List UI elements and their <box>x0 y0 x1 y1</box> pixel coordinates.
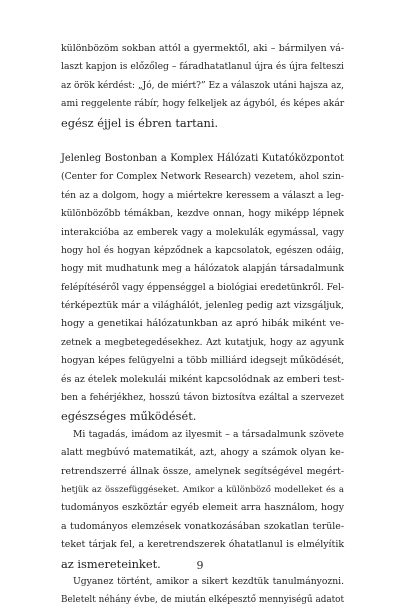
text-line: a tudományos elemzések vonatkozásában szokatlan terüle- <box>61 520 344 532</box>
text-line: interakcióba az emberek vagy a molekulák egymással, vagy <box>61 226 344 238</box>
text-line: tén az a dolgom, hogy a miértekre keressem a választ a leg- <box>61 189 344 201</box>
text-line: zetnek a megbetegedésekhez. Azt kutatjuk, hogy az agyunk <box>61 336 344 348</box>
text-line: térképeztük már a világhálót, jelenleg pedig azt vizsgáljuk, <box>61 300 344 312</box>
paragraph-spacer <box>61 132 344 150</box>
text-line: (Center for Complex Network Research) vezetem, ahol szin- <box>61 171 344 183</box>
text-line: felépítéséről vagy éppenséggel a biológiai eredetünkről. Fel- <box>61 281 344 293</box>
page-number: 9 <box>196 559 204 572</box>
text-line: egész éjjel is ébren tartani. <box>61 115 219 130</box>
paragraph-4 <box>61 573 344 610</box>
page-body <box>61 40 344 610</box>
text-line: laszt kapjon is előzőleg – fáradhatatlanul újra és újra felteszi <box>61 61 344 73</box>
text-line: alatt megbúvó matematikát, azt, ahogy a számok olyan ke- <box>61 447 344 459</box>
text-line: tudományos eszköztár egyéb elemeit arra használom, hogy <box>61 502 344 514</box>
text-line: hetjük az összefüggéseket. Amikor a különböző modelleket és a <box>61 484 344 495</box>
text-line: Beletelt néhány évbe, de miután elképesztő mennyiségű adatot <box>61 595 344 606</box>
text-line: hogy mit mudhatunk meg a hálózatok alapján társadalmunk <box>61 263 344 275</box>
text-line: az ismereteinket. <box>61 556 161 571</box>
paragraph-2 <box>61 150 344 426</box>
text-line: az örök kérdést: „Jó, de miért?” Ez a válaszok utáni hajsza az, <box>61 80 344 91</box>
text-line: Mi tagadás, imádom az ilyesmit – a társadalmunk szövete <box>73 428 344 440</box>
text-line: Ugyanez történt, amikor a sikert kezdtük tanulmányozni. <box>73 575 344 587</box>
text-line: retrendszerré állnak össze, amelynek segítségével megért- <box>61 465 344 477</box>
text-line: hogy a genetikai hálózatunkban az apró hibák miként ve- <box>61 318 344 330</box>
text-line: hogy hol és hogyan képződnek a kapcsolatok, egészen odáig, <box>61 245 344 256</box>
text-line: hogyan képes felügyelni a több milliárd idegsejt működését, <box>61 355 344 367</box>
text-line: ben a fehérjékhez, hosszú távon biztosítva ezáltal a szervezet <box>61 393 344 404</box>
text-line: Jelenleg Bostonban a Komplex Hálózati Kutatóközpontot <box>61 152 344 164</box>
text-line: különbözöm sokban attól a gyermektől, aki – bármilyen vá- <box>61 43 344 54</box>
text-line: különbözőbb témákban, kezdve onnan, hogy miképp lépnek <box>61 208 344 220</box>
paragraph-1 <box>61 40 344 132</box>
text-line: egészséges működését. <box>61 409 197 424</box>
paragraph-3 <box>61 426 344 573</box>
text-line: teket tárjak fel, a keretrendszerek óhatatlanul is elmélyítik <box>61 539 344 551</box>
text-line: és az ételek molekulái miként kapcsolódnak az emberi test- <box>61 373 345 385</box>
text-line: ami reggelente rábír, hogy felkeljek az ágyból, és képes akár <box>61 98 345 110</box>
